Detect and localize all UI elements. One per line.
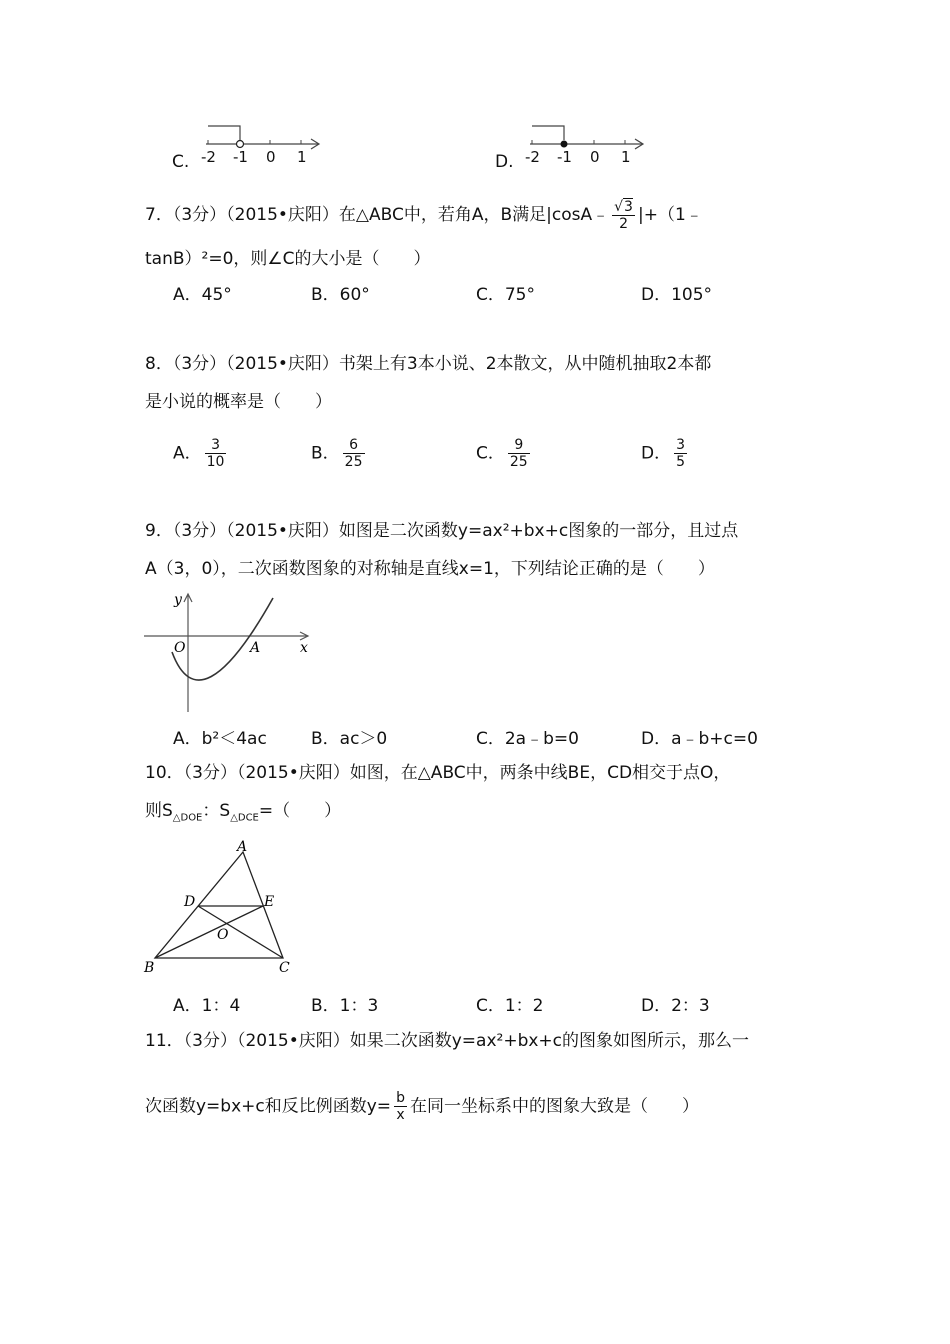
q9-option-d[interactable]: D．a﹣b+c=0 (641, 729, 758, 749)
q6-option-d-label[interactable]: D. (495, 152, 514, 172)
q9-option-b[interactable]: B．ac＞0 (311, 729, 388, 749)
q7-option-b[interactable]: B．60° (311, 285, 370, 305)
tick-label: -1 (233, 148, 248, 166)
q6-option-c-numberline (198, 118, 328, 168)
q10-stem-line1: 10．（3分）（2015•庆阳）如图，在△ABC中，两条中线BE，CD相交于点O， (145, 763, 731, 783)
q8-option-c[interactable]: C． $\frac{9}{25}$ (476, 437, 528, 470)
q7-stem-line2: tanB）²=0，则∠C的大小是（ ） (145, 249, 431, 269)
vertex-b-label: B (144, 960, 155, 976)
x-axis-label: x (300, 640, 308, 656)
q8-stem-line2: 是小说的概率是（ ） (145, 392, 332, 412)
tick-label: 0 (266, 148, 276, 166)
q9-option-a[interactable]: A．b²＜4ac (173, 729, 267, 749)
q7-sqrt3-over-2: $\frac{√3}{2}$ (614, 199, 633, 232)
q7-option-c[interactable]: C．75° (476, 285, 536, 305)
q10-option-b[interactable]: B．1：3 (311, 996, 379, 1016)
tick-label: 1 (621, 148, 631, 166)
point-e-label: E (264, 894, 275, 910)
vertex-c-label: C (279, 960, 290, 976)
q8-option-b[interactable]: B． $\frac{6}{25}$ (311, 437, 363, 470)
q9-parabola-graph (140, 588, 320, 716)
q11-stem-line1: 11．（3分）（2015•庆阳）如果二次函数y=ax²+bx+c的图象如图所示，那么一 (145, 1031, 750, 1051)
q11-stem-line2: 次函数y=bx+c和反比例函数y= $\frac{b}{x}$ 在同一坐标系中的图象大致是（ ） (145, 1090, 699, 1123)
point-a-label: A (250, 640, 261, 656)
y-axis-label: y (174, 592, 182, 608)
q10-option-a[interactable]: A．1：4 (173, 996, 241, 1016)
q6-option-d-numberline (522, 118, 652, 168)
q7-option-d[interactable]: D．105° (641, 285, 713, 305)
tick-label: -2 (525, 148, 540, 166)
vertex-a-label: A (237, 839, 248, 855)
q7-option-a[interactable]: A．45° (173, 285, 232, 305)
tick-label: 1 (297, 148, 307, 166)
q9-stem-line1: 9．（3分）（2015•庆阳）如图是二次函数y=ax²+bx+c图象的一部分，且过点 (145, 521, 739, 541)
tick-label: -1 (557, 148, 572, 166)
tick-label: 0 (590, 148, 600, 166)
point-o-label: O (217, 927, 229, 943)
q9-option-c[interactable]: C．2a﹣b=0 (476, 729, 579, 749)
q8-option-d[interactable]: D． $\frac{3}{5}$ (641, 437, 686, 470)
tick-label: -2 (201, 148, 216, 166)
origin-label: O (174, 640, 186, 656)
q11-b-over-x: $\frac{b}{x}$ (396, 1090, 405, 1123)
q8-option-a[interactable]: A． $\frac{3}{10}$ (173, 437, 225, 470)
q8-stem-line1: 8．（3分）（2015•庆阳）书架上有3本小说、2本散文，从中随机抽取2本都 (145, 354, 712, 374)
q10-option-d[interactable]: D．2：3 (641, 996, 710, 1016)
q10-option-c[interactable]: C．1：2 (476, 996, 544, 1016)
q9-stem-line2: A（3，0），二次函数图象的对称轴是直线x=1，下列结论正确的是（ ） (145, 559, 715, 579)
q7-stem-line1: 7．（3分）（2015•庆阳）在△ABC中，若角A，B满足|cosA﹣ $\frac{√3}{2}$ |+（1﹣ (145, 199, 703, 232)
q10-triangle-figure (140, 838, 300, 978)
q6-option-c-label[interactable]: C. (172, 152, 190, 172)
point-d-label: D (184, 894, 196, 910)
q10-stem-line2: 则$S_{\triangle DOE}$：$S_{\triangle DCE}=$（ ） (145, 801, 342, 824)
